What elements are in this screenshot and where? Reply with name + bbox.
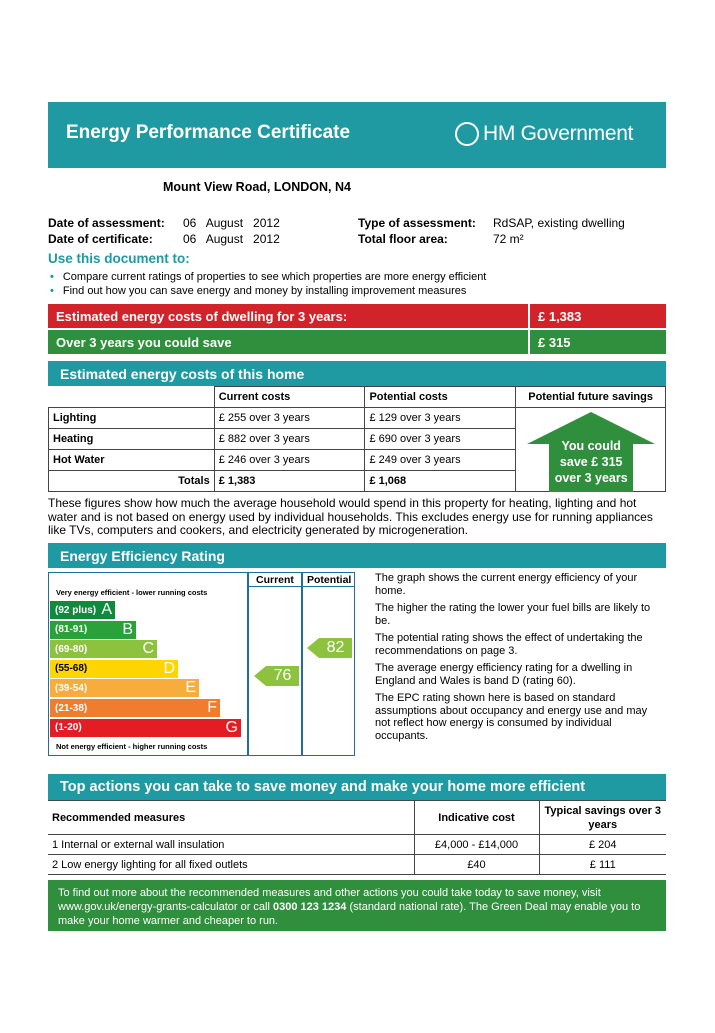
bottom-note: Not energy efficient - higher running costs (56, 742, 208, 751)
actions-section-header (48, 774, 666, 800)
date-assessment-label: Date of assessment: (48, 216, 165, 230)
certificate-header (48, 102, 666, 168)
rating-chart (48, 572, 355, 756)
current-rating-arrow: 76 (254, 666, 299, 686)
logo-text: HM Government (483, 122, 634, 145)
type-assessment-value: RdSAP, existing dwelling (493, 216, 625, 230)
top-note: Very energy efficient - lower running costs (56, 588, 208, 597)
table-row: Lighting £ 255 over 3 years £ 129 over 3 years You could save £ 315 over 3 years (49, 408, 666, 429)
estimated-cost-value: £ 1,383 (538, 308, 582, 324)
actions-section-title: Top actions you can take to save money and make your home more efficient (60, 779, 586, 795)
table-header: Indicative cost (414, 801, 539, 835)
table-header: Recommended measures (48, 801, 414, 835)
table-row: 2 Low energy lighting for all fixed outlets £40 £ 111 (48, 855, 666, 875)
rating-band-f: (21-38) F (50, 699, 220, 717)
property-address: Mount View Road, LONDON, N4 (163, 180, 351, 194)
savings-arrow-cell (516, 408, 666, 492)
hm-government-logo (455, 121, 633, 147)
rating-section-title: Energy Efficiency Rating (60, 547, 225, 564)
crown-crest-icon (455, 122, 479, 146)
savings-arrow-text: You could save £ 315 over 3 years (554, 439, 628, 485)
potential-rating-arrow: 82 (307, 638, 352, 658)
type-assessment-label: Type of assessment: (358, 216, 476, 230)
use-document-title: Use this document to: (48, 251, 190, 266)
table-row: Hot Water £ 246 over 3 years £ 249 over 3 years (49, 450, 666, 471)
costs-section-title: Estimated energy costs of this home (60, 365, 305, 382)
costs-table (48, 386, 666, 492)
bullet-item: • Compare current ratings of properties to see which properties are more energy efficient (50, 271, 487, 283)
page-title: Energy Performance Certificate (66, 122, 351, 143)
savings-value: £ 315 (538, 334, 571, 350)
date-assessment-value: 06 August 2012 (183, 216, 280, 230)
date-certificate-label: Date of certificate: (48, 232, 153, 246)
rating-band-g: (1-20) G (50, 719, 241, 737)
floor-area-label: Total floor area: (358, 232, 448, 246)
table-header: Potential future savings (516, 387, 666, 408)
potential-header: Potential (307, 574, 352, 586)
rating-section-header (48, 543, 666, 568)
savings-bar (48, 330, 666, 354)
table-header: Potential costs (365, 387, 516, 408)
rating-band-b: (81-91) B (50, 621, 136, 639)
divider (247, 573, 249, 756)
current-header: Current (256, 574, 294, 586)
costs-section-header (48, 361, 666, 386)
rating-band-d: (55-68) D (50, 660, 178, 678)
savings-label: Over 3 years you could save (56, 334, 232, 350)
table-header: Typical savings over 3 years (539, 801, 666, 835)
actions-table (48, 800, 666, 875)
table-header: Current costs (214, 387, 365, 408)
costs-note: These figures show how much the average household would spend in this property for heating, lighting and hot water and is not based on energy used by individual households. This excludes energy use for running appliances like TVs, computers and cookers, and electricity generated by microgeneration. (48, 496, 653, 537)
rating-explanation: The graph shows the current energy efficiency of your home. The higher the rating the lower your fuel bills are likely to be. The potential rating shows the effect of undertaking the recommendations on page 3. The average energy efficiency rating for a dwelling in England and Wales is band D (rating 60). The EPC rating shown here is based on standard assumptions about occupancy and energy use and may not reflect how energy is consumed by individual occupants. (375, 572, 651, 742)
table-row: Heating £ 882 over 3 years £ 690 over 3 years (49, 429, 666, 450)
floor-area-value: 72 m² (493, 232, 524, 246)
divider (301, 573, 303, 756)
table-row: 1 Internal or external wall insulation £4,000 - £14,000 £ 204 (48, 835, 666, 855)
bullet-item: • Find out how you can save energy and money by installing improvement measures (50, 285, 467, 297)
date-certificate-value: 06 August 2012 (183, 232, 280, 246)
empty-cell (49, 387, 215, 408)
footer-info: To find out more about the recommended measures and other actions you could take today to save money, visit www.gov.uk/energy-grants-calculator or call 0300 123 1234 (standard national rate). The Green Deal may enable you to make your home warmer and cheaper to run. (48, 880, 666, 931)
rating-band-c: (69-80) C (50, 640, 157, 658)
estimated-cost-bar (48, 304, 666, 328)
divider (247, 586, 355, 587)
rating-band-e: (39-54) E (50, 679, 199, 697)
totals-row: Totals £ 1,383 £ 1,068 (49, 471, 666, 492)
rating-band-a: (92 plus) A (50, 601, 115, 619)
estimated-cost-label: Estimated energy costs of dwelling for 3 years: (56, 308, 348, 324)
phone-number: 0300 123 1234 (273, 901, 347, 913)
